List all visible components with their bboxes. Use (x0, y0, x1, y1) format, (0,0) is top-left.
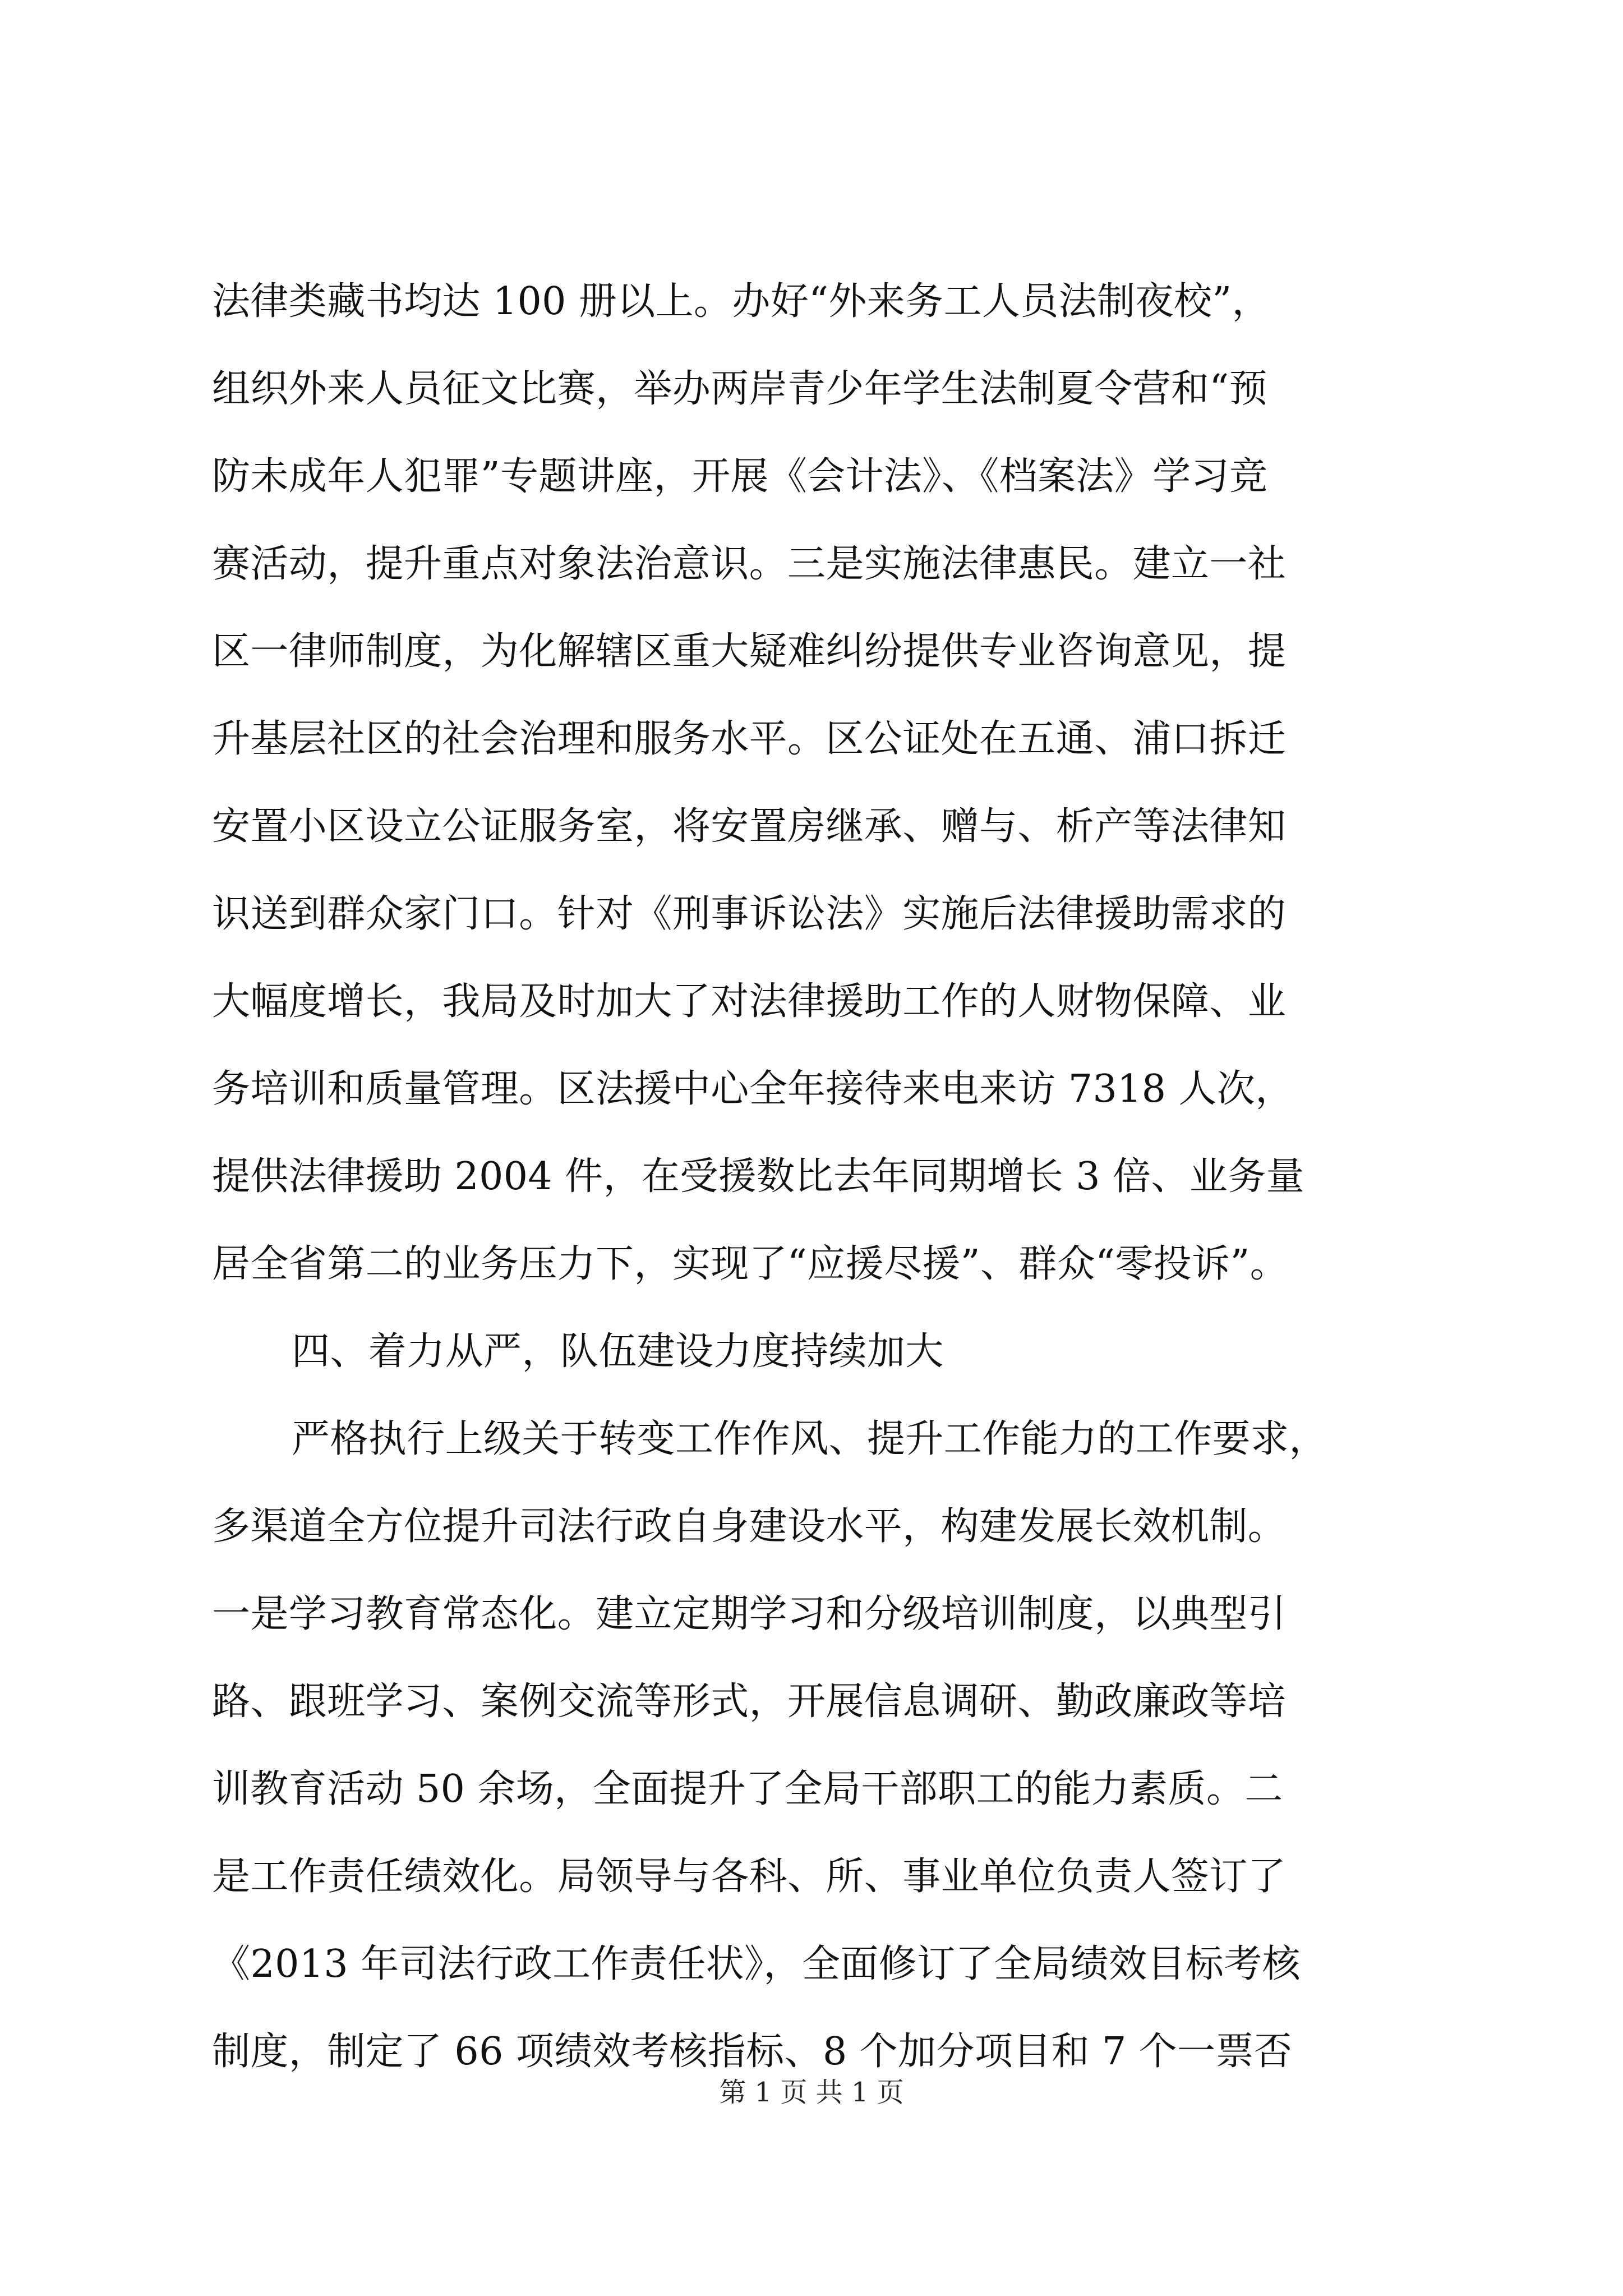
document-body (212, 258, 1463, 2096)
text-line: 大幅度增长，我局及时加大了对法律援助工作的人财物保障、业 (212, 979, 1287, 1024)
text-line: 区一律师制度，为化解辖区重大疑难纠纷提供专业咨询意见，提 (212, 629, 1287, 674)
text-line: 居全省第二的业务压力下，实现了“应援尽援”、群众“零投诉”。 (212, 1242, 1289, 1286)
page-number-label: 第 1 页 共 1 页 (719, 2077, 904, 2108)
text-line: 提供法律援助 2004 件，在受援数比去年同期增长 3 倍、业务量 (212, 1154, 1304, 1199)
text-line: 路、跟班学习、案例交流等形式，开展信息调研、勤政廉政等培 (212, 1680, 1287, 1724)
text-line: 务培训和质量管理。区法援中心全年接待来电来访 7318 人次， (212, 1067, 1294, 1111)
text-line: 法律类藏书均达 100 册以上。办好“外来务工人员法制夜校”， (212, 279, 1270, 324)
text-line: 《2013 年司法行政工作责任状》，全面修订了全局绩效目标考核 (212, 1942, 1301, 1986)
text-line: 多渠道全方位提升司法行政自身建设水平，构建发展长效机制。 (212, 1504, 1287, 1549)
paragraph-first-line: 严格执行上级关于转变工作作风、提升工作能力的工作要求， (292, 1417, 1327, 1461)
text-line: 防未成年人犯罪”专题讲座，开展《会计法》、《档案法》学习竞 (212, 454, 1268, 499)
text-line: 训教育活动 50 余场，全面提升了全局干部职工的能力素质。二 (212, 1767, 1283, 1811)
text-line: 一是学习教育常态化。建立定期学习和分级培训制度，以典型引 (212, 1592, 1287, 1636)
text-line: 组织外来人员征文比赛，举办两岸青少年学生法制夏令营和“预 (212, 367, 1267, 411)
section-heading: 四、着力从严，队伍建设力度持续加大 (292, 1329, 944, 1374)
page-footer (0, 2076, 1623, 2109)
text-line: 赛活动，提升重点对象法治意识。三是实施法律惠民。建立一社 (212, 542, 1287, 586)
text-line: 安置小区设立公证服务室，将安置房继承、赠与、析产等法律知 (212, 804, 1287, 849)
text-line: 识送到群众家门口。针对《刑事诉讼法》实施后法律援助需求的 (212, 892, 1287, 936)
text-line: 升基层社区的社会治理和服务水平。区公证处在五通、浦口拆迁 (212, 717, 1287, 761)
text-line: 制度，制定了 66 项绩效考核指标、8 个加分项目和 7 个一票否 (212, 2030, 1293, 2074)
text-line: 是工作责任绩效化。局领导与各科、所、事业单位负责人签订了 (212, 1855, 1287, 1899)
